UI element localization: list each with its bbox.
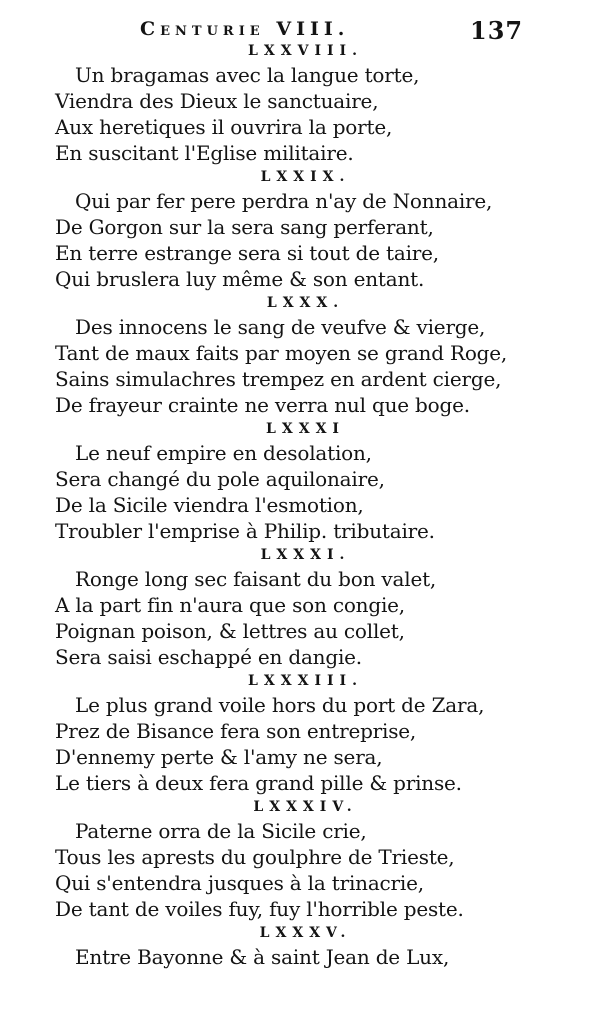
verse-line: Qui s'entendra jusques à la trinacrie, (55, 871, 424, 895)
verse-line: Sera saisi eschappé en dangie. (55, 645, 362, 669)
quatrain-numeral: LXXIX. (260, 169, 351, 185)
quatrain-numeral: LXXXI. (260, 547, 351, 563)
quatrain (0, 166, 603, 292)
verse-line: Le neuf empire en desolation, (75, 441, 372, 465)
verse-line: Poignan poison, & lettres au collet, (55, 619, 405, 643)
quatrain-numeral: LXXXIII. (248, 673, 363, 689)
verse-line: Le tiers à deux fera grand pille & prinse. (55, 771, 462, 795)
quatrain (0, 40, 603, 166)
verse-line: Des innocens le sang de veufve & vierge, (75, 315, 486, 339)
verse-line: Prez de Bisance fera son entreprise, (55, 719, 417, 743)
verse-line: Entre Bayonne & à saint Jean de Lux, (75, 945, 450, 969)
verse-line: De Gorgon sur la sera sang perferant, (55, 215, 434, 239)
quatrain-numeral: LXXX. (266, 295, 345, 311)
page-number: 137 (470, 16, 524, 45)
verse-line: Le plus grand voile hors du port de Zara, (75, 693, 485, 717)
quatrain (0, 796, 603, 922)
quatrain (0, 670, 603, 796)
quatrain-numeral: LXXVIII. (248, 43, 363, 59)
verse-line: Qui bruslera luy même & son entant. (55, 267, 425, 291)
quatrain (0, 292, 603, 418)
quatrain-list (0, 40, 603, 970)
verse-line: D'ennemy perte & l'amy ne sera, (55, 745, 383, 769)
verse-line: De frayeur crainte ne verra nul que boge. (55, 393, 470, 417)
verse-line: De la Sicile viendra l'esmotion, (55, 493, 364, 517)
verse-line: Tous les aprests du goulphre de Trieste, (55, 845, 455, 869)
verse-line: Un bragamas avec la langue torte, (75, 63, 420, 87)
verse-line: Viendra des Dieux le sanctuaire, (55, 89, 379, 113)
verse-line: De tant de voiles fuy, fuy l'horrible peste. (55, 897, 464, 921)
quatrain-numeral: LXXXI (266, 421, 345, 437)
verse-line: Sains simulachres trempez en ardent cierge, (55, 367, 502, 391)
quatrain-numeral: LXXXIV. (253, 799, 358, 815)
quatrain (0, 418, 603, 544)
verse-line: Tant de maux faits par moyen se grand Roge, (55, 341, 508, 365)
verse-line: En suscitant l'Eglise militaire. (55, 141, 354, 165)
verse-line: Ronge long sec faisant du bon valet, (75, 567, 437, 591)
verse-line: Sera changé du pole aquilonaire, (55, 467, 385, 491)
verse-line: Paterne orra de la Sicile crie, (75, 819, 367, 843)
running-title: Centurie VIII. (140, 18, 350, 40)
quatrain-numeral: LXXXV. (259, 925, 352, 941)
quatrain (0, 922, 603, 970)
verse-line: Aux heretiques il ouvrira la porte, (55, 115, 393, 139)
verse-line: Troubler l'emprise à Philip. tributaire. (55, 519, 435, 543)
verse-line: En terre estrange sera si tout de taire, (55, 241, 439, 265)
verse-line: A la part fin n'aura que son congie, (55, 593, 405, 617)
verse-line: Qui par fer pere perdra n'ay de Nonnaire, (75, 189, 493, 213)
quatrain (0, 544, 603, 670)
